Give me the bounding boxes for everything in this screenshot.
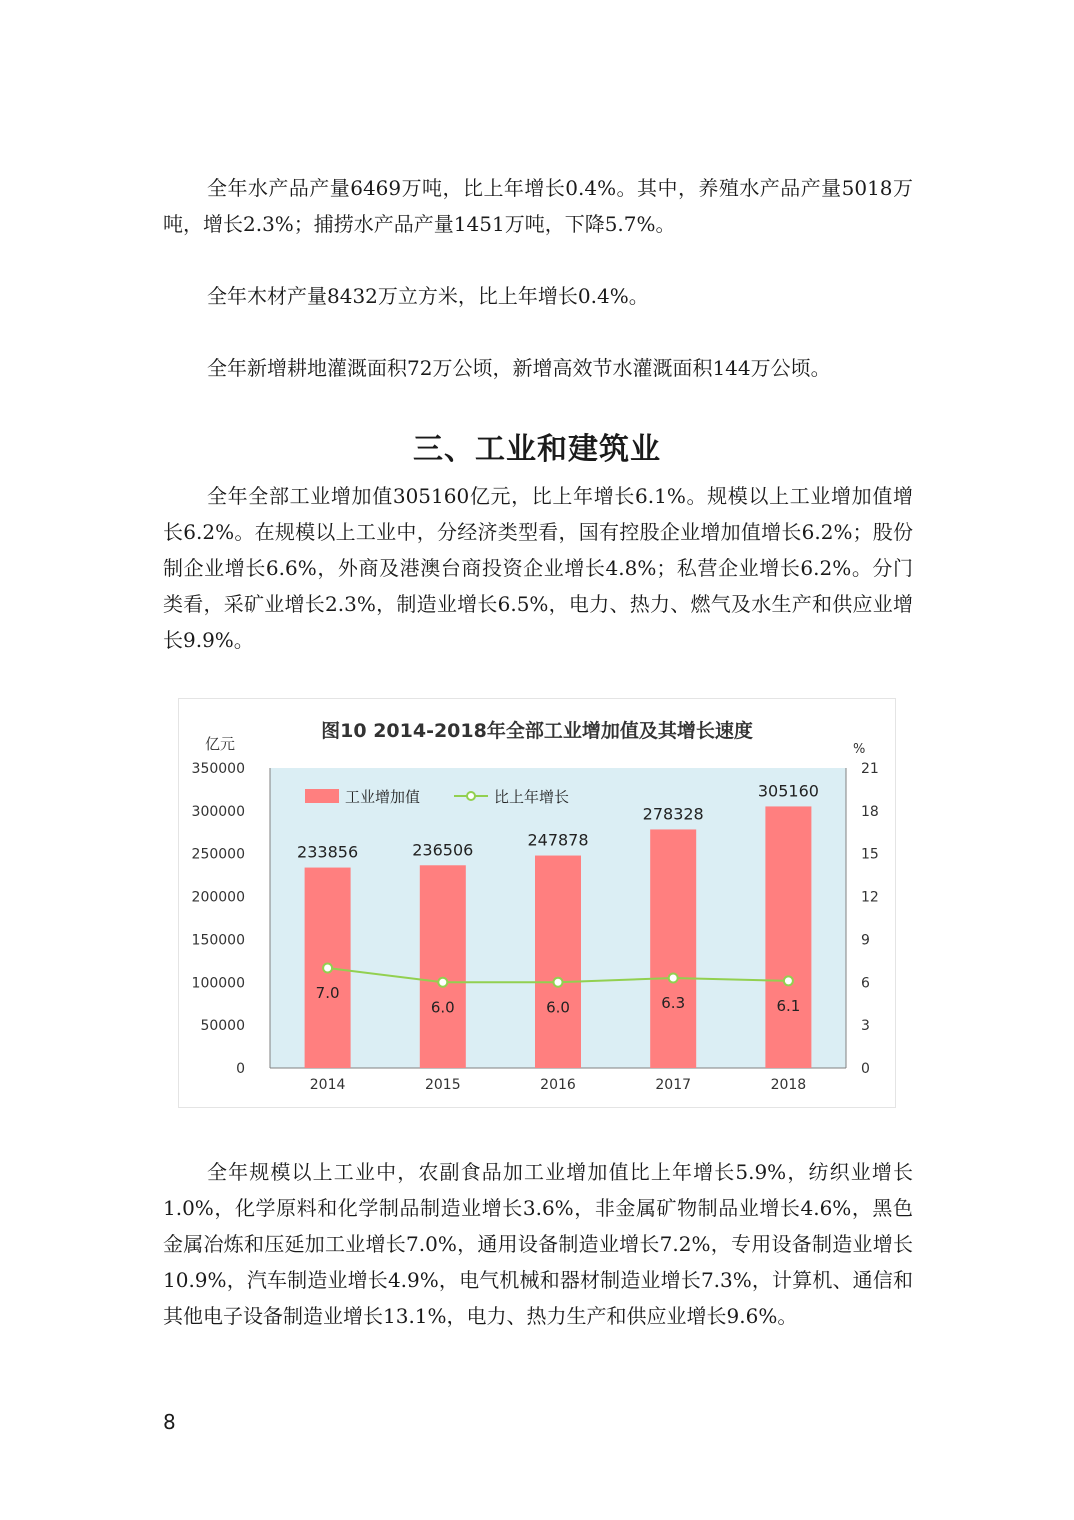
y-tick-left: 250000 — [191, 846, 245, 863]
chart-title: 图10 2014-2018年全部工业增加值及其增长速度 — [321, 720, 753, 742]
y-tick-right: 21 — [861, 761, 879, 777]
growth-value-label: 6.3 — [661, 994, 686, 1012]
x-tick-label: 2016 — [540, 1077, 576, 1093]
y-axis-right-label: % — [853, 742, 866, 757]
paragraph-industry-breakdown: 全年规模以上工业中，农副食品加工业增加值比上年增长5.9%，纺织业增长1.0%，化学原料和化学制品制造业增长3.6%，非金属矿物制品业增长4.6%，黑色金属冶炼和压延加工业增长7.0%，通用设备制造业增长7.2%，专用设备制造业增长10.9%，汽车制造业增长4.9%，电气机械和器材制造业增长7.3%，计算机、通信和其他电子设备制造业增长13.1%，电力、热力生产和供应业增长9.6%。 — [163, 1160, 913, 1328]
y-tick-left: 0 — [236, 1061, 245, 1077]
y-tick-right: 0 — [861, 1061, 870, 1077]
legend-bar-label: 工业增加值 — [345, 788, 421, 806]
bar — [650, 829, 696, 1068]
page-number: 8 — [163, 1410, 176, 1434]
paragraph-industry-added-value: 全年全部工业增加值305160亿元，比上年增长6.1%。规模以上工业增加值增长6.2%。在规模以上工业中，分经济类型看，国有控股企业增加值增长6.2%；股份制企业增长6.6%，外商及港澳台商投资企业增长4.8%；私营企业增长6.2%。分门类看，采矿业增长2.3%，制造业增长6.5%，电力、热力、燃气及水生产和供应业增长9.9%。 — [163, 484, 913, 652]
bar-value-label: 247878 — [527, 830, 589, 850]
bar — [765, 806, 811, 1068]
bar-value-label: 305160 — [757, 781, 819, 801]
bar — [535, 856, 581, 1068]
y-tick-left: 150000 — [191, 932, 245, 949]
y-axis-left-label: 亿元 — [205, 735, 236, 753]
chart-figure — [178, 698, 896, 1108]
y-tick-left: 350000 — [191, 761, 245, 777]
y-tick-right: 12 — [861, 889, 879, 906]
x-tick-label: 2017 — [655, 1077, 692, 1093]
growth-point — [554, 978, 563, 987]
y-tick-right: 15 — [861, 846, 879, 863]
growth-value-label: 7.0 — [315, 984, 340, 1002]
y-tick-right: 3 — [861, 1018, 870, 1035]
growth-value-label: 6.0 — [430, 998, 455, 1017]
paragraph-aquatic-products: 全年水产品产量6469万吨，比上年增长0.4%。其中，养殖水产品产量5018万吨，增长2.3%；捕捞水产品产量1451万吨，下降5.7%。 — [163, 176, 913, 236]
section-heading: 三、工业和建筑业 — [413, 432, 661, 467]
paragraph-timber: 全年木材产量8432万立方米，比上年增长0.4%。 — [207, 284, 649, 308]
legend-line-marker — [467, 792, 475, 800]
y-tick-left: 200000 — [191, 889, 245, 906]
y-tick-right: 18 — [861, 803, 879, 820]
x-tick-label: 2015 — [424, 1077, 461, 1093]
growth-point — [438, 978, 447, 987]
growth-point — [784, 976, 793, 985]
growth-point — [323, 964, 332, 973]
x-tick-label: 2014 — [309, 1077, 346, 1093]
x-tick-label: 2018 — [770, 1077, 807, 1093]
growth-value-label: 6.0 — [546, 998, 570, 1017]
y-tick-right: 6 — [861, 975, 870, 992]
paragraph-irrigation: 全年新增耕地灌溉面积72万公顷，新增高效节水灌溉面积144万公顷。 — [207, 356, 831, 380]
growth-point — [669, 974, 678, 983]
industry-chart — [179, 699, 895, 1107]
y-tick-left: 100000 — [191, 975, 245, 992]
bar — [420, 865, 466, 1068]
bar-value-label: 236506 — [412, 840, 474, 860]
y-tick-left: 300000 — [191, 803, 245, 820]
legend-line-label: 比上年增长 — [494, 788, 570, 806]
y-tick-left: 50000 — [200, 1018, 245, 1035]
bar-value-label: 278328 — [642, 804, 704, 824]
bar-value-label: 233856 — [297, 842, 359, 862]
y-tick-right: 9 — [861, 932, 870, 949]
legend-bar-swatch — [305, 789, 339, 803]
growth-value-label: 6.1 — [776, 996, 801, 1015]
